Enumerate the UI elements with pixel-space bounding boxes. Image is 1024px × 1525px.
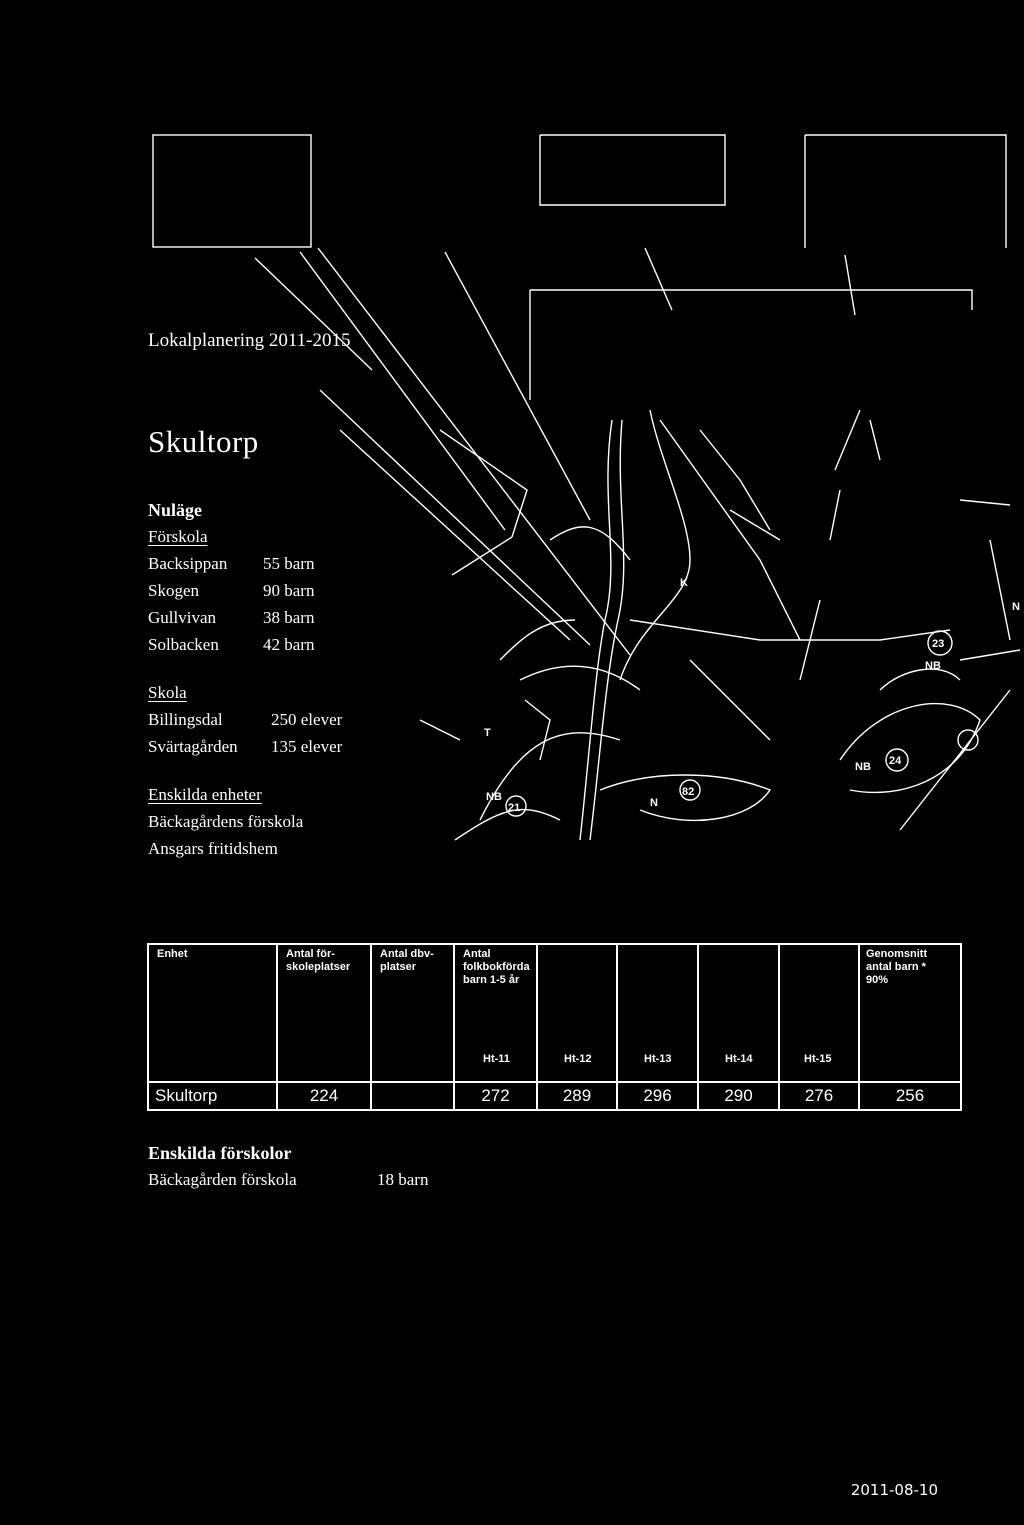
document-title: Lokalplanering 2011-2015 <box>148 330 351 351</box>
footer-date: 2011-08-10 <box>850 1481 938 1499</box>
nulage-section <box>148 500 342 862</box>
list-item: Bäckagården förskola 18 barn <box>148 1170 429 1189</box>
map-label: K <box>680 577 688 589</box>
inset-frame-2 <box>540 135 725 205</box>
list-item: Bäckagårdens förskola <box>148 812 304 831</box>
col-ht13 <box>617 944 698 1082</box>
cell-ht15: 276 <box>779 1082 859 1110</box>
year-label: Ht-13 <box>644 1053 672 1065</box>
list-item: Skogen 90 barn <box>148 581 315 600</box>
map-label: 21 <box>508 802 521 814</box>
list-item: Ansgars fritidshem <box>148 839 278 858</box>
col-enhet: Enhet <box>148 944 277 1082</box>
cell-dbv <box>371 1082 454 1110</box>
list-item: Solbacken 42 barn <box>148 635 315 654</box>
map-label: 24 <box>889 755 902 767</box>
map-label: NB <box>925 660 941 672</box>
table-header-row <box>148 944 961 1082</box>
cell-ht11: 272 <box>454 1082 537 1110</box>
map-label: N <box>1012 601 1020 613</box>
col-ht15 <box>779 944 859 1082</box>
cell-genomsnitt: 256 <box>859 1082 961 1110</box>
map-label: NB <box>855 761 871 773</box>
place-title: Skultorp <box>148 424 259 459</box>
enskilda-forskolor-section <box>148 1143 428 1193</box>
stats-table <box>147 943 962 1111</box>
col-ht12 <box>537 944 617 1082</box>
list-item: Svärtagården 135 elever <box>148 737 343 756</box>
year-label: Ht-11 <box>483 1053 510 1065</box>
list-item: Billingsdal 250 elever <box>148 710 343 729</box>
forskola-label: Förskola <box>148 527 208 546</box>
nulage-heading: Nuläge <box>148 500 202 520</box>
col-dbv: Antal dbv- platser <box>371 944 454 1082</box>
cell-ht12: 289 <box>537 1082 617 1110</box>
cell-forskoleplatser: 224 <box>277 1082 371 1110</box>
inset-frame-1 <box>153 135 311 247</box>
enskilda-label: Enskilda enheter <box>148 785 262 804</box>
cell-enhet: Skultorp <box>148 1082 277 1110</box>
map-label: NB <box>486 791 502 803</box>
year-label: Ht-14 <box>725 1053 753 1065</box>
table-row <box>148 1082 961 1110</box>
enskilda-forskolor-heading: Enskilda förskolor <box>148 1143 292 1163</box>
list-item: Backsippan 55 barn <box>148 554 315 573</box>
inset-frame-3 <box>805 135 1006 248</box>
year-label: Ht-12 <box>564 1053 592 1065</box>
col-forskoleplatser: Antal för- skoleplatser <box>277 944 371 1082</box>
skola-label: Skola <box>148 683 187 702</box>
cell-ht14: 290 <box>698 1082 779 1110</box>
map-label: 82 <box>682 786 695 798</box>
year-label: Ht-15 <box>804 1053 832 1065</box>
cell-ht13: 296 <box>617 1082 698 1110</box>
col-ht11: Antal folkbokförda barn 1-5 år Ht-11 <box>454 944 537 1082</box>
map-label: T <box>484 727 491 739</box>
col-ht14 <box>698 944 779 1082</box>
map-label: 23 <box>932 638 945 650</box>
map-label: N <box>650 797 658 809</box>
col-genomsnitt: Genomsnitt antal barn * 90% <box>859 944 961 1082</box>
list-item: Gullvivan 38 barn <box>148 608 315 627</box>
